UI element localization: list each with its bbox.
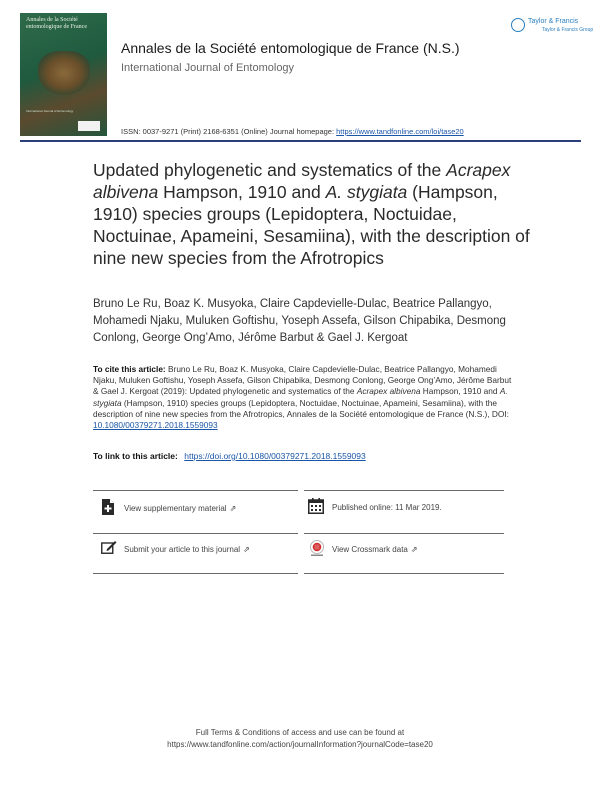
citation-genus: A. stygiata (93, 386, 508, 408)
cover-subtitle: International Journal of Entomology (26, 109, 74, 113)
article-link-label: To link to this article: (93, 451, 178, 461)
publisher-logo-name: Taylor & Francis (528, 18, 579, 25)
journal-subtitle: International Journal of Entomology (121, 62, 295, 74)
article-title-part: (Hampson, 1910) species groups (Lepidoptera, Noctuidae, Noctuinae, Apameini, Sesamiina), with the description of nine new species from the Afrotropics (93, 182, 530, 268)
journal-title[interactable]: Annales de la Société entomologique de France (N.S.) (121, 40, 460, 56)
article-link-line (93, 451, 366, 461)
submit-article-link[interactable] (124, 545, 250, 554)
external-link-icon: ⇗ (243, 545, 250, 554)
divider (93, 490, 298, 491)
publisher-logo[interactable] (511, 16, 594, 36)
external-link-icon: ⇗ (410, 545, 418, 554)
cover-publisher-badge (78, 121, 100, 131)
publisher-logo-icon (511, 18, 525, 32)
article-title-genus: A. stygiata (325, 182, 408, 202)
citation-block (93, 364, 513, 431)
article-title-part: Updated phylogenetic and systematics of the (93, 160, 442, 180)
article-title-genus: Acrapex albivena (93, 160, 511, 202)
journal-cover-image (20, 13, 107, 136)
published-online-date: Published online: 11 Mar 2019. (332, 503, 442, 512)
footer-terms-link[interactable]: https://www.tandfonline.com/action/journalInformation?journalCode=tase20 (167, 740, 433, 749)
supplementary-material-label: View supplementary material (124, 504, 227, 513)
issn-line (121, 127, 464, 136)
divider (304, 573, 504, 574)
divider (304, 533, 504, 534)
header-divider (20, 140, 581, 142)
journal-homepage-link[interactable]: https://www.tandfonline.com/loi/tase20 (336, 127, 464, 136)
crossmark-label: View Crossmark data (332, 545, 408, 554)
citation-genus: Acrapex albivena (356, 386, 421, 397)
divider (93, 573, 298, 574)
article-title-part: Hampson, 1910 and (163, 182, 321, 202)
calendar-icon (308, 498, 324, 514)
publisher-logo-group: Taylor & Francis Group (542, 27, 594, 33)
supplementary-material-link[interactable] (124, 504, 236, 513)
issn-text: ISSN: 0037-9271 (Print) 2168-6351 (Online) Journal homepage: (121, 127, 335, 136)
footer-terms-text: Full Terms & Conditions of access and use can be found at (195, 728, 405, 737)
crossmark-link[interactable] (332, 545, 418, 554)
divider (304, 490, 504, 491)
submit-article-label: Submit your article to this journal (124, 545, 241, 554)
document-plus-icon (101, 499, 115, 515)
cover-title: Annales de la Société entomologique de France (26, 17, 87, 30)
edit-icon (101, 540, 117, 554)
article-title (93, 159, 533, 269)
cover-moth-illustration (38, 51, 90, 95)
external-link-icon: ⇗ (229, 504, 237, 513)
citation-text: (Hampson, 1910) species groups (Lepidoptera, Noctuidae, Noctuinae, Apameini, Sesamiina), with the description of nine new species from the Afrotropics, Annales de la Société entomologique de France (N.S.), DOI: (93, 397, 509, 419)
citation-text: Bruno Le Ru, Boaz K. Musyoka, Claire Capdevielle-Dulac, Beatrice Pallangyo, Mohamedi Njaku, Muluken Goftishu, Yoseph Assefa, Gilson Chipabika, Desmong Conlong, George Ong’Amo, Jérôme Barbut & Gael J. Kergoat (2019): Updated phylogenetic and systematics of the (93, 364, 512, 397)
citation-text: Hampson, 1910 and (422, 386, 498, 397)
crossmark-icon (309, 540, 325, 557)
article-doi-link[interactable]: https://doi.org/10.1080/00379271.2018.1559093 (184, 451, 366, 461)
citation-doi-link[interactable]: 10.1080/00379271.2018.1559093 (93, 420, 218, 431)
divider (93, 533, 298, 534)
citation-label: To cite this article: (93, 364, 166, 374)
article-authors: Bruno Le Ru, Boaz K. Musyoka, Claire Capdevielle-Dulac, Beatrice Pallangyo, Mohamedi Njaku, Muluken Goftishu, Yoseph Assefa, Gilson Chipabika, Desmong Conlong, George Ong’Amo, Jérôme Barbut & Gael J. Kergoat (93, 298, 506, 344)
